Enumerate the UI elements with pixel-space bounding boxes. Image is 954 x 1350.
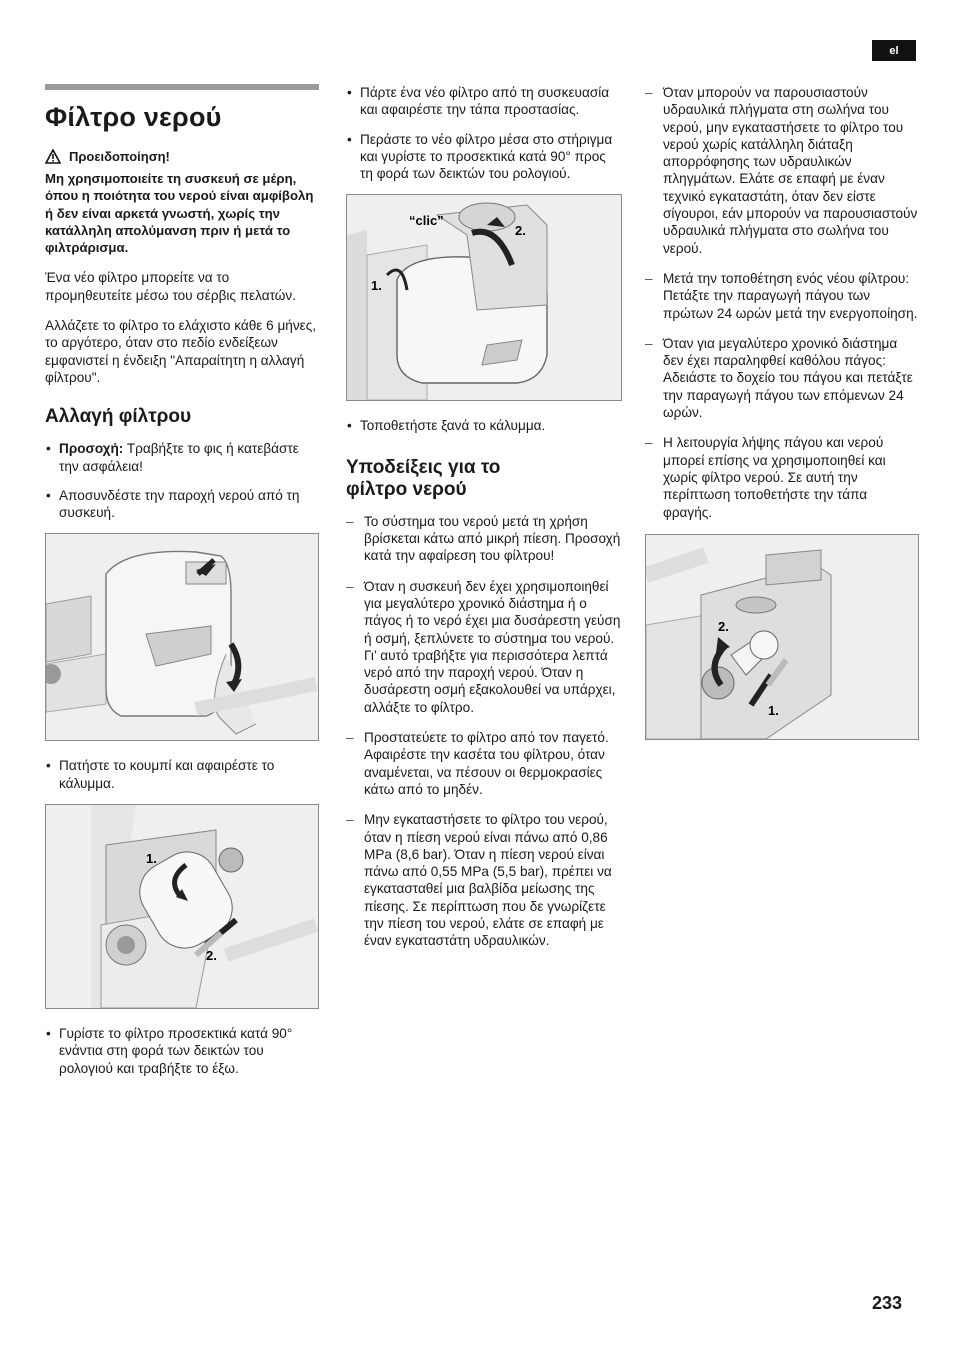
section-rule — [45, 84, 319, 90]
list-item: • Τοποθετήστε ξανά το κάλυμμα. — [346, 417, 622, 434]
list-item: – Προστατεύετε το φίλτρο από τον παγετό. Αφαιρέστε την κασέτα του φίλτρου, όταν αναμένεται, να πέσουν οι θερμοκρασίες κάτω από το μηδέν. — [346, 729, 622, 798]
figure-remove-cover — [45, 533, 319, 741]
column-middle — [346, 84, 622, 963]
list-item: – Όταν η συσκευή δεν έχει χρησιμοποιηθεί για μεγαλύτερο χρονικό διάστημα ή ο πάγος ή το νερό έχει μια δυσάρεστη γεύση ή οσμή, ξεπλύνετε το σύστημα του νερού. Γι’ αυτό τραβήξτε για περισσότερα λεπτά νερό από την παροχή νερού. Όταν η δυσάρεστη οσμή εξακολουθεί να υπάρχει, αλλάξτε το φίλτρο. — [346, 578, 622, 716]
figure-label-1: 1. — [371, 278, 382, 294]
steps-list-3 — [45, 1025, 319, 1077]
figure-label-2: 2. — [515, 223, 526, 239]
column-left — [45, 84, 319, 1089]
language-badge: el — [872, 40, 916, 61]
warning-text: Μη χρησιμοποιείτε τη συσκευή σε μέρη, όπου η ποιότητα του νερού είναι αμφίβολη ή δεν είναι αρκετά γνωστή, χωρίς την κατάλληλη απολύμανση πριν ή μετά το φιλτράρισμα. — [45, 171, 314, 256]
steps-list-4 — [346, 84, 622, 182]
caution-label: Προσοχή: — [59, 441, 124, 457]
list-item: • Πατήστε το κουμπί και αφαιρέστε το κάλυμμα. — [45, 757, 319, 792]
steps-list-5 — [346, 417, 622, 434]
warning-heading — [45, 149, 319, 164]
list-item: – Μην εγκαταστήσετε το φίλτρο του νερού, όταν η πίεση νερού είναι πάνω από 0,86 MPa (8,6 bar). Όταν η πίεση νερού είναι πάνω από 0,55 MPa (5,5 bar), πρέπει να εγκατασταθεί μια βαλβίδα μείωσης της πίεσης. Σε περίπτωση που δε γνωρίζετε την πίεση του νερού, ελάτε σε επαφή με έναν εγκαταστάτη υδραυλικών. — [346, 811, 622, 949]
caution-text: Τραβήξτε το φις ή κατεβάστε την ασφάλεια! — [59, 441, 299, 474]
figure-insert-filter — [346, 194, 622, 401]
steps-list-2 — [45, 757, 319, 792]
list-item: • Αποσυνδέστε την παροχή νερού από τη συσκευή. — [45, 487, 319, 522]
figure-label-2: 2. — [718, 618, 729, 634]
paragraph-new-filter: Ένα νέο φίλτρο μπορείτε να το προμηθευτείτε μέσω του σέρβις πελατών. — [45, 270, 296, 303]
page-title: Φίλτρο νερού — [45, 102, 222, 132]
tips-list — [346, 513, 622, 950]
list-item: – Μετά την τοποθέτηση ενός νέου φίλτρου: Πετάξτε την παραγωγή πάγου των πρώτων 24 ωρών μετά την ενεργοποίηση. — [645, 270, 919, 322]
list-item: • Περάστε το νέο φίλτρο μέσα στο στήριγμα και γυρίστε το προσεκτικά κατά 90° προς τη φορά των δεικτών του ρολογιού. — [346, 131, 622, 183]
list-item: – Όταν μπορούν να παρουσιαστούν υδραυλικά πλήγματα στη σωλήνα του νερού, μην εγκαταστήσετε το φίλτρο του νερού χωρίς κατάλληλη διάταξη απορρόφησης των υδραυλικών πληγμάτων. Ελάτε σε επαφή με έναν τεχνικό εγκαταστάτη, όταν δεν είστε σίγουροι, εάν μπορούν να παρουσιαστούν υδραυλικά πλήγματα στο σωλήνα του νερού. — [645, 84, 919, 257]
list-item: – Το σύστημα του νερού μετά τη χρήση βρίσκεται κάτω από μικρή πίεση. Προσοχή κατά την αφαίρεση του φίλτρου! — [346, 513, 622, 565]
warning-label: Προειδοποίηση! — [69, 149, 170, 164]
figure-clic-label: “clic” — [409, 213, 444, 229]
warning-triangle-icon — [45, 149, 61, 164]
subtitle-filter-change: Αλλαγή φίλτρου — [45, 406, 192, 428]
subtitle-filter-tips: Υποδείξεις για το φίλτρο νερού — [346, 456, 501, 500]
figure-remove-filter — [45, 804, 319, 1009]
list-item: • Γυρίστε το φίλτρο προσεκτικά κατά 90° ενάντια στη φορά των δεικτών του ρολογιού και τραβήξτε το έξω. — [45, 1025, 319, 1077]
column-right — [645, 84, 919, 756]
page-number: 233 — [872, 1293, 903, 1313]
list-item: • Πάρτε ένα νέο φίλτρο από τη συσκευασία και αφαιρέστε την τάπα προστασίας. — [346, 84, 622, 119]
figure-label-1: 1. — [768, 702, 779, 718]
tips-list-2 — [645, 84, 919, 521]
figure-label-2: 2. — [206, 948, 217, 964]
figure-label-1: 1. — [146, 851, 157, 867]
paragraph-replace-interval: Αλλάζετε το φίλτρο το ελάχιστο κάθε 6 μήνες, το αργότερο, όταν στο πεδίο ενδείξεων εμφανιστεί η ένδειξη "Απαραίτητη η αλλαγή φίλτρου". — [45, 318, 317, 385]
list-item: – Όταν για μεγαλύτερο χρονικό διάστημα δεν έχει παραληφθεί καθόλου πάγος: Αδειάστε το δοχείο του πάγου και πετάξτε την παραγωγή πάγου των επόμενων 24 ωρών. — [645, 335, 919, 421]
list-item: – Η λειτουργία λήψης πάγου και νερού μπορεί επίσης να χρησιμοποιηθεί και χωρίς φίλτρο νερού. Σε αυτή την περίπτωση τοποθετήστε την τάπα φραγής. — [645, 434, 919, 520]
steps-list — [45, 440, 319, 521]
list-item — [45, 440, 319, 475]
figure-blind-plug — [645, 534, 919, 740]
